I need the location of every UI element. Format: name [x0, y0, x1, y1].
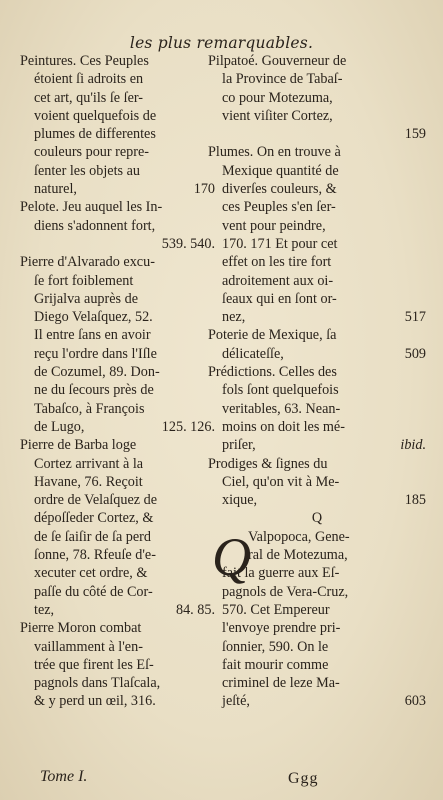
entry-line: paſſe du côté de Cor- [34, 583, 153, 600]
entry-line: Grijalva auprès de [34, 290, 138, 307]
page-ref: 509 [404, 345, 426, 362]
entry-line: ſe fort foiblement [34, 272, 134, 289]
entry-pierre-alvarado [20, 253, 215, 436]
entry-line: ſenter les objets au [34, 162, 140, 179]
entry-line: Pierre de Barba loge [20, 437, 137, 454]
entry-line: fols ſont quelquefois [222, 382, 339, 399]
entry-prodiges [208, 455, 426, 510]
entry-line: étoient ſi adroits en [34, 71, 144, 88]
left-column [20, 52, 215, 711]
entry-line: co pour Motezuma, [222, 89, 333, 106]
entry-text: nez, [222, 309, 246, 326]
entry-line: vient viſiter Cortez, [222, 107, 333, 124]
entry-plumes [208, 143, 426, 326]
entry-line [208, 491, 426, 509]
entry-line: ſeaux qui en ſont or- [222, 290, 337, 307]
entry-line: ordre de Velaſquez de [34, 492, 158, 509]
entry-line: Tabaſco, à François [34, 400, 145, 417]
section-letter: Q [311, 510, 323, 527]
entry-line: Prédictions. Celles des [208, 364, 337, 381]
page-ref: 185 [404, 492, 426, 509]
page-ref: 539. 540. [161, 235, 215, 252]
entry-line: Prodiges & ſignes du [208, 455, 328, 472]
running-head: les plus remarquables. [129, 34, 314, 52]
entry-line: veritables, 63. Nean- [222, 400, 341, 417]
right-column [208, 52, 426, 711]
entry-line: trée que firent les Eſ- [34, 656, 154, 673]
entry-line: cet art, qu'ils ſe ſer- [34, 89, 144, 106]
entry-text: xique, [222, 492, 258, 509]
entry-line: fait mourir comme [222, 656, 329, 673]
entry-predictions [208, 363, 426, 454]
entry-line: plumes de differentes [34, 126, 156, 143]
page-ref: 159 [404, 126, 426, 143]
entry-line: dépoſſeder Cortez, & [34, 510, 154, 527]
entry-line: Valpopoca, Gene- [248, 528, 350, 545]
page-ref: ibid. [400, 437, 426, 454]
entry-line: diverſes couleurs, & [222, 181, 337, 198]
page-ref: 603 [404, 693, 426, 710]
signature-mark: Ggg [288, 770, 319, 787]
entry-line: Ciel, qu'on vit à Me- [222, 473, 340, 490]
entry-line [20, 418, 215, 436]
entry-line: de ſe ſaiſir de ſa perd [34, 528, 151, 545]
entry-pierre-moron [20, 619, 215, 710]
entry-line: 570. Cet Empereur [222, 601, 330, 618]
entry-line [208, 692, 426, 710]
page-ref: 517 [404, 309, 426, 326]
entry-line: pagnols de Vera-Cruz, [222, 583, 349, 600]
entry-line: voient quelquefois de [34, 107, 157, 124]
entry-line: l'envoye prendre pri- [222, 620, 341, 637]
entry-line: Pilpatoé. Gouverneur de [208, 53, 347, 69]
entry-line [208, 125, 426, 143]
entry-line: criminel de leze Ma- [222, 675, 340, 692]
page-ref: 84. 85. [175, 601, 215, 618]
entry-line: 170. 171 Et pour cet [222, 235, 338, 252]
entry-pierre-barba [20, 436, 215, 619]
entry-line: ſonnier, 590. On le [222, 638, 329, 655]
entry-line: Peintures. Ces Peuples [20, 53, 149, 69]
entry-line: la Province de Tabaſ- [222, 71, 343, 88]
entry-line [20, 180, 215, 198]
entry-line: adroitement aux oi- [222, 272, 334, 289]
entry-line: couleurs pour repre- [34, 144, 150, 161]
entry-text: priſer, [222, 437, 256, 454]
entry-line: effet on les tire fort [222, 254, 332, 271]
entry-line: vaillamment à l'en- [34, 638, 143, 655]
entry-line: Pierre d'Alvarado excu- [20, 254, 155, 271]
entry-line: Pelote. Jeu auquel les In- [20, 199, 163, 216]
entry-line: Diego Velaſquez, 52. [34, 309, 153, 326]
entry-line: xecuter cet ordre, & [34, 565, 148, 582]
entry-line [20, 235, 215, 253]
entry-line: ces Peuples s'en ſer- [222, 199, 336, 216]
entry-line: diens s'adonnent fort, [34, 217, 156, 234]
entry-line: fait la guerre aux Eſ- [222, 565, 340, 582]
entry-line: vent pour peindre, [222, 217, 326, 234]
entry-line [208, 436, 426, 454]
entry-line: Plumes. On en trouve à [208, 144, 341, 161]
entry-line: moins on doit les mé- [222, 418, 345, 435]
entry-line: ſonne, 78. Rfeuſe d'e- [34, 547, 156, 564]
entry-text: délicateſſe, [222, 345, 284, 362]
entry-line: Poterie de Mexique, ſa [208, 327, 337, 344]
page-ref: 125. 126. [161, 418, 215, 435]
entry-pilpatoe [208, 52, 426, 143]
entry-line: ne du ſecours près de [34, 382, 154, 399]
entry-peintures [20, 52, 215, 198]
drop-cap: Q [212, 526, 251, 587]
entry-pelote [20, 198, 215, 253]
entry-line: Mexique quantité de [222, 162, 339, 179]
volume-label: Tome I. [40, 768, 88, 785]
entry-line: Il entre ſans en avoir [34, 327, 151, 344]
entry-text: tez, [34, 601, 55, 618]
entry-text: de Lugo, [34, 418, 85, 435]
entry-line [208, 345, 426, 363]
entry-line [208, 308, 426, 326]
entry-line: Pierre Moron combat [20, 620, 142, 637]
entry-line: ral de Motezuma, [248, 547, 348, 564]
page-ref: 170 [193, 181, 215, 198]
entry-text: naturel, [34, 181, 77, 198]
entry-text: jeſté, [222, 693, 250, 710]
entry-line: de Cozumel, 89. Don- [34, 364, 160, 381]
entry-qualpopoca [208, 528, 426, 711]
entry-line: reçu l'ordre dans l'Iſle [34, 345, 157, 362]
entry-line [20, 601, 215, 619]
entry-poterie [208, 326, 426, 363]
entry-line: pagnols dans Tlaſcala, [34, 675, 161, 692]
entry-line: Havane, 76. Reçoit [34, 473, 143, 490]
entry-line: Cortez arrivant à la [34, 455, 144, 472]
entry-line: & y perd un œil, 316. [34, 693, 156, 710]
